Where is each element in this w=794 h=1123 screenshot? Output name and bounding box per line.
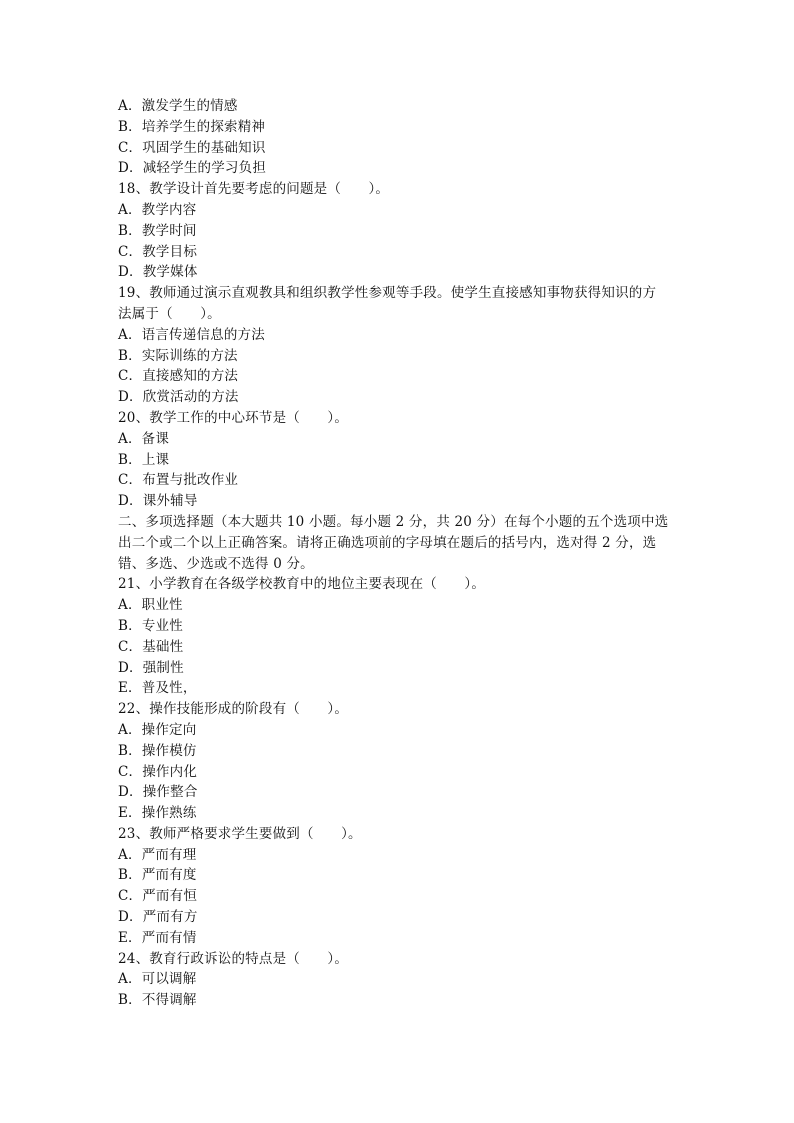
option-line: D．减轻学生的学习负担	[118, 160, 267, 177]
question-21: 21、小学教育在各级学校教育中的地位主要表现在（ ）。	[118, 576, 486, 593]
option-line: E．严而有情	[118, 929, 197, 946]
option-line: E．操作熟练	[118, 805, 197, 822]
question-23: 23、教师严格要求学生要做到（ ）。	[118, 825, 362, 842]
option-line: D．欣赏活动的方法	[118, 389, 239, 406]
option-line: A．教学内容	[118, 201, 197, 218]
section-heading: 二、多项选择题（本大题共 10 小题。每小题 2 分，共 20 分）在每个小题的五个选项中选	[118, 513, 669, 530]
option-line: C．严而有恒	[118, 888, 198, 905]
section-instructions: 出二个或二个以上正确答案。请将正确选项前的字母填在题后的括号内，选对得 2 分，选	[118, 534, 657, 551]
option-line: B．培养学生的探索精神	[118, 118, 266, 135]
option-line: A．语言传递信息的方法	[118, 326, 265, 343]
question-18: 18、教学设计首先要考虑的问题是（ ）。	[118, 181, 390, 198]
option-line: C．直接感知的方法	[118, 368, 239, 385]
section-instructions: 错、多选、少选或不选得 0 分。	[118, 555, 314, 572]
option-line: B．操作模仿	[118, 742, 197, 759]
option-line: A．职业性	[118, 597, 183, 614]
option-line: B．不得调解	[118, 992, 197, 1009]
question-19: 19、教师通过演示直观教具和组织教学性参观等手段。使学生直接感知事物获得知识的方	[118, 285, 657, 302]
option-line: A．可以调解	[118, 971, 197, 988]
option-line: B．教学时间	[118, 222, 197, 239]
option-line: D．课外辅导	[118, 493, 198, 510]
option-line: C．布置与批改作业	[118, 472, 239, 489]
option-line: C．教学目标	[118, 243, 198, 260]
option-line: D．教学媒体	[118, 264, 198, 281]
question-22: 22、操作技能形成的阶段有（ ）。	[118, 701, 349, 718]
option-line: E．普及性，	[118, 680, 197, 697]
option-line: B．实际训练的方法	[118, 347, 238, 364]
question-24: 24、教育行政诉讼的特点是（ ）。	[118, 950, 349, 967]
option-line: C．巩固学生的基础知识	[118, 139, 266, 156]
option-line: B．上课	[118, 451, 170, 468]
option-line: D．严而有方	[118, 909, 198, 926]
document-page	[118, 96, 678, 1011]
option-line: B．专业性	[118, 617, 183, 634]
option-line: C．基础性	[118, 638, 184, 655]
option-line: A．操作定向	[118, 721, 197, 738]
question-19-continued: 法属于（ ）。	[118, 305, 221, 322]
option-line: D．操作整合	[118, 784, 198, 801]
option-line: A．激发学生的情感	[118, 98, 238, 114]
option-line: D．强制性	[118, 659, 184, 676]
option-line: A．严而有理	[118, 846, 197, 863]
option-line: C．操作内化	[118, 763, 198, 780]
question-20: 20、教学工作的中心环节是（ ）。	[118, 409, 349, 426]
option-line: B．严而有度	[118, 867, 197, 884]
option-line: A．备课	[118, 430, 170, 447]
